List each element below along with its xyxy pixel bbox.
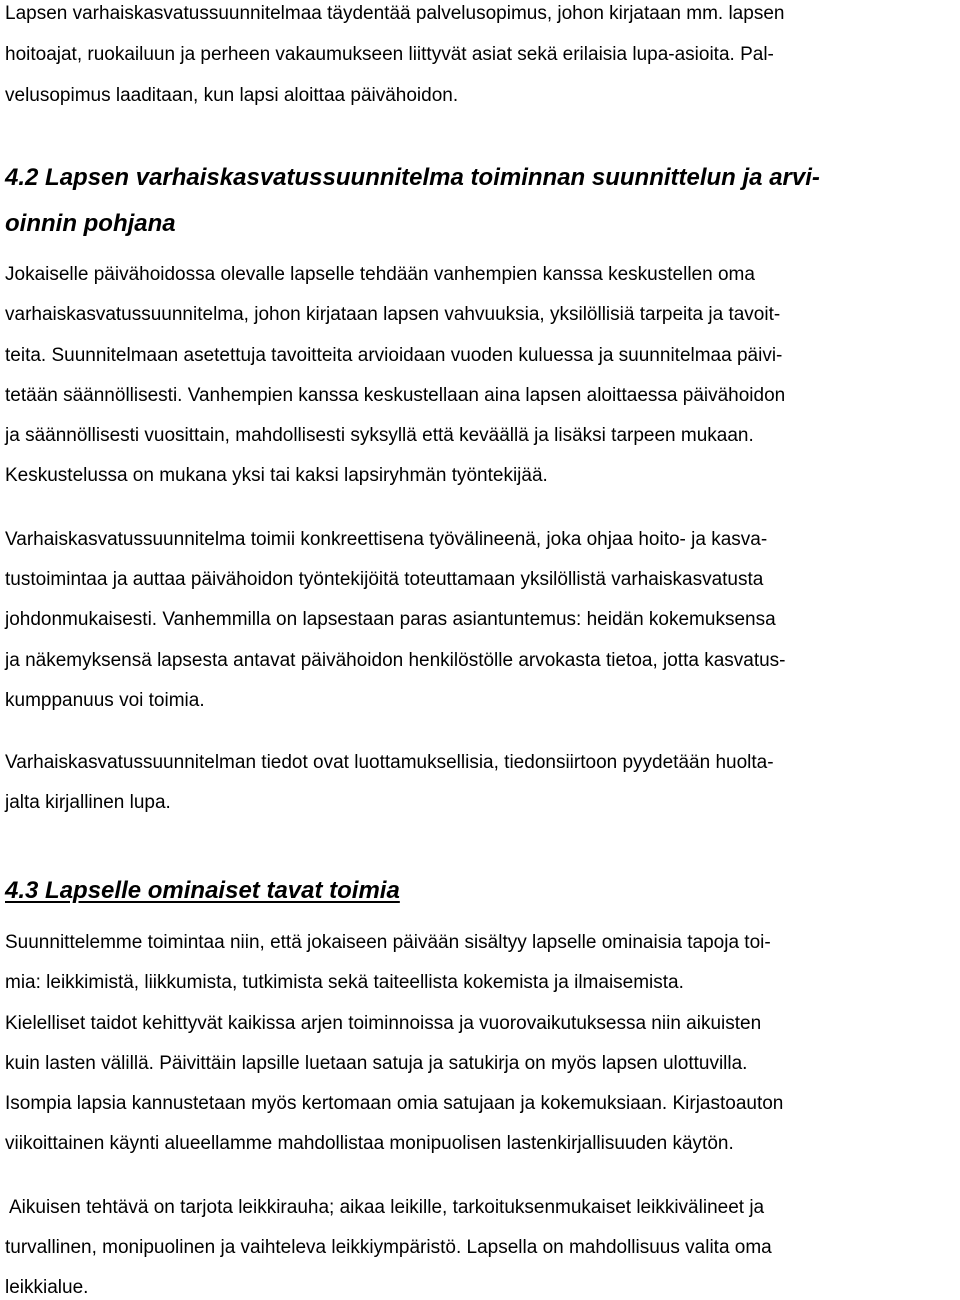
text-line: Kielelliset taidot kehittyvät kaikissa arjen toiminnoissa ja vuorovaikutuksessa niin aikuisten — [5, 1013, 762, 1034]
text-line: Suunnittelemme toimintaa niin, että jokaiseen päivään sisältyy lapselle ominaisia tapoja toi- — [5, 932, 771, 953]
text-line: hoitoajat, ruokailuun ja perheen vakaumukseen liittyvät asiat sekä erilaisia lupa-asioita. Pal- — [5, 44, 774, 65]
text-line: Varhaiskasvatussuunnitelman tiedot ovat luottamuksellisia, tiedonsiirtoon pyydetään huolta- — [5, 752, 774, 773]
text-line: Keskustelussa on mukana yksi tai kaksi lapsiryhmän työntekijää. — [5, 465, 548, 486]
text-line: Jokaiselle päivähoidossa olevalle lapselle tehdään vanhempien kanssa keskustellen oma — [5, 264, 755, 285]
text-line: ja näkemyksensä lapsesta antavat päivähoidon henkilöstölle arvokasta tietoa, jotta kasvatus- — [5, 650, 786, 671]
text-line: tetään säännöllisesti. Vanhempien kanssa keskustellaan aina lapsen aloittaessa päivähoidon — [5, 385, 786, 406]
text-line: Lapsen varhaiskasvatussuunnitelmaa täydentää palvelusopimus, johon kirjataan mm. lapsen — [5, 3, 785, 24]
heading-line: oinnin pohjana — [5, 210, 176, 237]
text-line: jalta kirjallinen lupa. — [5, 792, 171, 813]
text-line: viikoittainen käynti alueellamme mahdollistaa monipuolisen lastenkirjallisuuden käytön. — [5, 1133, 734, 1154]
text-line: kuin lasten välillä. Päivittäin lapsille luetaan satuja ja satukirja on myös lapsen ulottuvilla. — [5, 1053, 748, 1074]
text-line: mia: leikkimistä, liikkumista, tutkimista sekä taiteellista kokemista ja ilmaisemista. — [5, 972, 684, 993]
text-line: leikkialue. — [5, 1277, 89, 1298]
heading-line: 4.2 Lapsen varhaiskasvatussuunnitelma toiminnan suunnittelun ja arvi- — [5, 164, 820, 191]
text-line: Varhaiskasvatussuunnitelma toimii konkreettisena työvälineenä, joka ohjaa hoito- ja kasva- — [5, 529, 768, 550]
text-line: Aikuisen tehtävä on tarjota leikkirauha; aikaa leikille, tarkoituksenmukaiset leikkivälineet ja — [9, 1197, 765, 1218]
text-line: Isompia lapsia kannustetaan myös kertomaan omia satujaan ja kokemuksiaan. Kirjastoauton — [5, 1093, 784, 1114]
text-line: ja säännöllisesti vuosittain, mahdollisesti syksyllä että keväällä ja lisäksi tarpeen mukaan. — [5, 425, 754, 446]
text-line: turvallinen, monipuolinen ja vaihteleva leikkiympäristö. Lapsella on mahdollisuus valita oma — [5, 1237, 772, 1258]
section-heading-4-3: 4.3 Lapselle ominaiset tavat toimia — [5, 877, 400, 904]
text-line: velusopimus laaditaan, kun lapsi aloittaa päivähoidon. — [5, 85, 459, 106]
text-line: varhaiskasvatussuunnitelma, johon kirjataan lapsen vahvuuksia, yksilöllisiä tarpeita ja tavoit- — [5, 304, 781, 325]
text-line: tustoimintaa ja auttaa päivähoidon työntekijöitä toteuttamaan yksilöllistä varhaiskasvatusta — [5, 569, 764, 590]
text-line: teita. Suunnitelmaan asetettuja tavoitteita arvioidaan vuoden kuluessa ja suunnitelmaa päivi- — [5, 345, 783, 366]
text-line: johdonmukaisesti. Vanhemmilla on lapsestaan paras asiantuntemus: heidän kokemuksensa — [5, 609, 776, 630]
text-line: kumppanuus voi toimia. — [5, 690, 205, 711]
